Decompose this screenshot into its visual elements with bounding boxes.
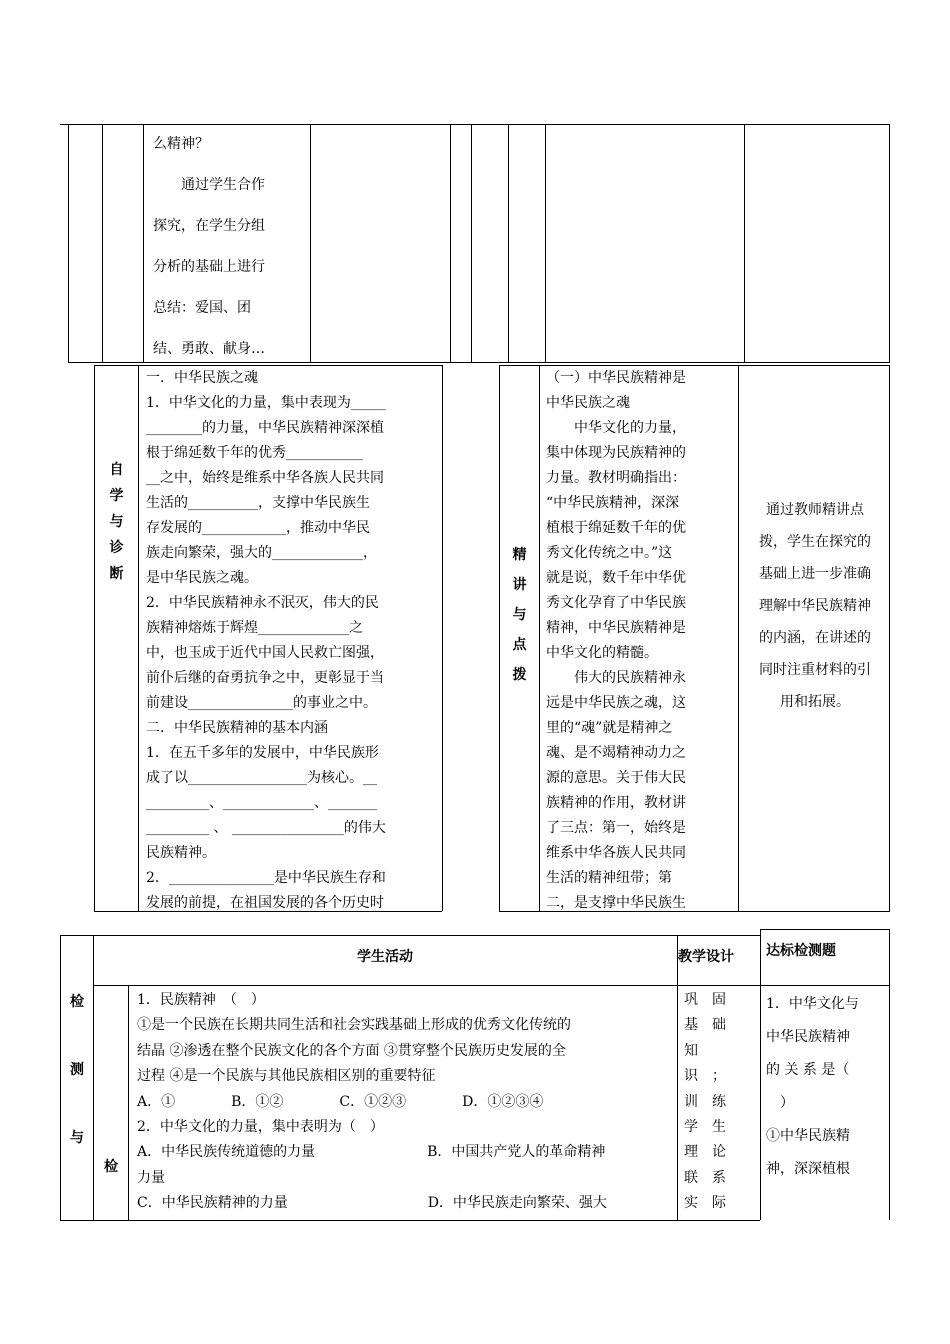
lecture-label: 精 讲 与 点 拨	[512, 547, 527, 683]
test-row-label: 检	[104, 1159, 118, 1175]
header-test-questions: 达标检测题	[766, 943, 836, 959]
header-teaching-design: 教学设计	[678, 949, 734, 965]
lecture-text: （一）中华民族精神是 中华民族之魂 中华文化的力量， 集中体现为民族精神的 力量。教材明确指出： “中华民族精神，深深 植根于绵延数千年的优 秀文化传统之中。”这 就是说，数千年中华优 秀文化孕育了中华民族 精神，中华民族精神是 中华文化的精髓。 伟大的民族精神永 远是中华民族之魂，这 里的“魂”就是精神之 魂、是不竭精神动力之 源的意思。关于伟大民 族精神的作用，教材讲 了三点：第一，始终是 维系中华各族人民共同 生活的精神纽带；第 二，是支撑中华民族生	[546, 370, 686, 911]
top-col3-text: 么精神？ 通过学生合作 探究，在学生分组 分析的基础上进行 总结：爱国、团 结、勇敢、献身…	[153, 136, 265, 357]
test-questions-text: 1．民族精神 （ ） ①是一个民族在长期共同生活和社会实践基础上形成的优秀文化传统的 结晶 ②渗透在整个民族文化的各个方面 ③贯穿整个民族历史发展的全 过程 ④是一个民族与其他民族相区别的重要特征 A．① B．①② C．①②③ D．①②③④ 2．中华文化的力量，集中表明为（ ） A．中华民族传统道德的力量 B．中国共产党人的革命精神 力量 C．中华民族精神的力量 D．中华民族走向繁荣、强大	[137, 992, 607, 1212]
lecture-note: 通过教师精讲点 拨，学生在探究的 基础上进一步准确 理解中华民族精神 的内涵，在讲述的 同时注重材料的引 用和拓展。	[759, 502, 871, 710]
self-study-text: 一．中华民族之魂 1．中华文化的力量，集中表现为_____ ________的力量，中华民族精神深深植 根于绵延数千年的优秀___________ __之中，始终是维系中华各族人民共同 生活的__________，支撑中华民族生 存发展的____________，推动中华民 族走向繁荣，强大的_____________， 是中华民族之魂。 2．中华民族精神永不泯灭，伟大的民 族精神熔炼于辉煌_____________之 中，也玉成于近代中国人民救亡图强， 前仆后继的奋勇抗争之中，更彰显于当 前建设_______________的事业之中。 二．中华民族精神的基本内涵 1．在五千多年的发展中，中华民族形 成了以_________________为核心。__ _________、_____________、_______ _________ 、 ________________的伟大 民族精神。 2．_______________是中华民族生存和 发展的前提，在祖国发展的各个历史时	[146, 370, 386, 911]
design-text: 巩 固 基 础 知 识 ； 训 练 学 生 理 论 联 系 实 际	[684, 992, 726, 1212]
test-side-label: 检 测 与	[70, 994, 84, 1146]
header-student-activity: 学生活动	[357, 949, 413, 965]
standard-test-text: 1．中华文化与 中华民族精神 的 关 系 是（ ） ①中华民族精 神，深深植根	[766, 996, 859, 1177]
self-study-label: 自 学 与 诊 断	[109, 462, 124, 582]
